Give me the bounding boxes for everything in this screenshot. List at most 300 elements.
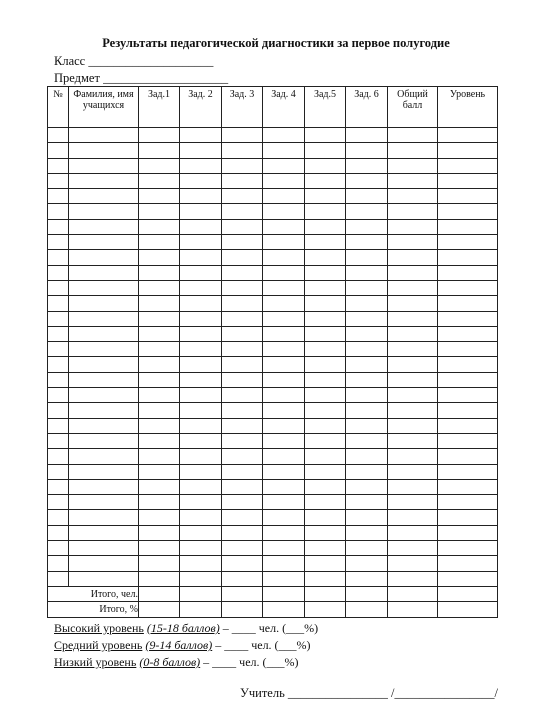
- table-cell[interactable]: [438, 326, 498, 341]
- table-cell[interactable]: [139, 342, 180, 357]
- table-cell[interactable]: [222, 189, 263, 204]
- table-cell[interactable]: [180, 479, 222, 494]
- table-cell[interactable]: [139, 556, 180, 571]
- table-cell[interactable]: [263, 479, 305, 494]
- table-cell[interactable]: [346, 219, 388, 234]
- table-cell[interactable]: [438, 296, 498, 311]
- table-cell[interactable]: [305, 311, 346, 326]
- table-cell[interactable]: [139, 449, 180, 464]
- table-cell[interactable]: [139, 388, 180, 403]
- summary-cell[interactable]: [346, 586, 388, 601]
- table-cell[interactable]: [438, 204, 498, 219]
- table-cell[interactable]: [69, 173, 139, 188]
- table-cell[interactable]: [388, 173, 438, 188]
- table-cell[interactable]: [388, 510, 438, 525]
- table-cell[interactable]: [263, 235, 305, 250]
- table-cell[interactable]: [346, 372, 388, 387]
- table-cell[interactable]: [388, 388, 438, 403]
- summary-cell[interactable]: [388, 602, 438, 617]
- summary-cell[interactable]: [222, 586, 263, 601]
- table-cell[interactable]: [263, 280, 305, 295]
- table-cell[interactable]: [305, 418, 346, 433]
- table-cell[interactable]: [263, 433, 305, 448]
- table-cell[interactable]: [139, 326, 180, 341]
- table-cell[interactable]: [222, 403, 263, 418]
- table-cell[interactable]: [180, 433, 222, 448]
- table-cell[interactable]: [139, 510, 180, 525]
- table-cell[interactable]: [69, 311, 139, 326]
- table-cell[interactable]: [305, 128, 346, 143]
- table-cell[interactable]: [263, 311, 305, 326]
- summary-cell[interactable]: [180, 586, 222, 601]
- table-cell[interactable]: [388, 418, 438, 433]
- table-cell[interactable]: [48, 204, 69, 219]
- table-cell[interactable]: [48, 143, 69, 158]
- table-cell[interactable]: [388, 219, 438, 234]
- table-cell[interactable]: [69, 158, 139, 173]
- table-cell[interactable]: [305, 541, 346, 556]
- table-cell[interactable]: [48, 250, 69, 265]
- summary-cell[interactable]: [139, 586, 180, 601]
- table-cell[interactable]: [438, 403, 498, 418]
- table-cell[interactable]: [263, 388, 305, 403]
- table-cell[interactable]: [222, 556, 263, 571]
- summary-cell[interactable]: [305, 602, 346, 617]
- table-cell[interactable]: [263, 403, 305, 418]
- table-cell[interactable]: [180, 265, 222, 280]
- table-cell[interactable]: [346, 464, 388, 479]
- table-cell[interactable]: [438, 189, 498, 204]
- table-cell[interactable]: [346, 357, 388, 372]
- table-cell[interactable]: [180, 235, 222, 250]
- table-cell[interactable]: [346, 173, 388, 188]
- table-cell[interactable]: [69, 219, 139, 234]
- summary-cell[interactable]: [263, 586, 305, 601]
- table-cell[interactable]: [139, 128, 180, 143]
- table-cell[interactable]: [263, 510, 305, 525]
- table-cell[interactable]: [346, 418, 388, 433]
- table-cell[interactable]: [438, 464, 498, 479]
- table-cell[interactable]: [263, 495, 305, 510]
- table-cell[interactable]: [180, 143, 222, 158]
- table-cell[interactable]: [139, 571, 180, 586]
- table-cell[interactable]: [222, 219, 263, 234]
- table-cell[interactable]: [346, 143, 388, 158]
- table-cell[interactable]: [346, 235, 388, 250]
- table-cell[interactable]: [346, 388, 388, 403]
- table-cell[interactable]: [180, 449, 222, 464]
- table-cell[interactable]: [388, 433, 438, 448]
- table-cell[interactable]: [48, 158, 69, 173]
- table-cell[interactable]: [180, 495, 222, 510]
- table-cell[interactable]: [305, 280, 346, 295]
- table-cell[interactable]: [139, 357, 180, 372]
- table-cell[interactable]: [305, 342, 346, 357]
- table-cell[interactable]: [69, 189, 139, 204]
- table-cell[interactable]: [263, 143, 305, 158]
- table-cell[interactable]: [388, 479, 438, 494]
- table-cell[interactable]: [438, 342, 498, 357]
- table-cell[interactable]: [48, 235, 69, 250]
- table-cell[interactable]: [438, 311, 498, 326]
- table-cell[interactable]: [346, 479, 388, 494]
- table-cell[interactable]: [180, 311, 222, 326]
- table-cell[interactable]: [69, 280, 139, 295]
- table-cell[interactable]: [69, 525, 139, 540]
- table-cell[interactable]: [346, 433, 388, 448]
- table-cell[interactable]: [139, 158, 180, 173]
- table-cell[interactable]: [139, 265, 180, 280]
- table-cell[interactable]: [48, 342, 69, 357]
- table-cell[interactable]: [222, 525, 263, 540]
- table-cell[interactable]: [305, 250, 346, 265]
- summary-cell[interactable]: [346, 602, 388, 617]
- table-cell[interactable]: [222, 495, 263, 510]
- table-cell[interactable]: [346, 525, 388, 540]
- table-cell[interactable]: [139, 418, 180, 433]
- table-cell[interactable]: [69, 464, 139, 479]
- table-cell[interactable]: [263, 296, 305, 311]
- table-cell[interactable]: [139, 143, 180, 158]
- table-cell[interactable]: [438, 433, 498, 448]
- table-cell[interactable]: [438, 173, 498, 188]
- table-cell[interactable]: [139, 541, 180, 556]
- table-cell[interactable]: [48, 418, 69, 433]
- table-cell[interactable]: [388, 357, 438, 372]
- table-cell[interactable]: [305, 495, 346, 510]
- table-cell[interactable]: [180, 280, 222, 295]
- table-cell[interactable]: [48, 357, 69, 372]
- table-cell[interactable]: [69, 495, 139, 510]
- table-cell[interactable]: [263, 128, 305, 143]
- table-cell[interactable]: [48, 173, 69, 188]
- table-cell[interactable]: [180, 173, 222, 188]
- table-cell[interactable]: [222, 158, 263, 173]
- table-cell[interactable]: [69, 372, 139, 387]
- table-cell[interactable]: [180, 128, 222, 143]
- table-cell[interactable]: [180, 510, 222, 525]
- table-cell[interactable]: [69, 433, 139, 448]
- table-cell[interactable]: [346, 189, 388, 204]
- table-cell[interactable]: [263, 265, 305, 280]
- table-cell[interactable]: [388, 143, 438, 158]
- table-cell[interactable]: [346, 128, 388, 143]
- table-cell[interactable]: [388, 525, 438, 540]
- table-cell[interactable]: [263, 219, 305, 234]
- table-cell[interactable]: [69, 541, 139, 556]
- table-cell[interactable]: [222, 388, 263, 403]
- table-cell[interactable]: [438, 250, 498, 265]
- table-cell[interactable]: [222, 418, 263, 433]
- table-cell[interactable]: [180, 158, 222, 173]
- table-cell[interactable]: [305, 449, 346, 464]
- table-cell[interactable]: [388, 189, 438, 204]
- table-cell[interactable]: [180, 296, 222, 311]
- table-cell[interactable]: [438, 388, 498, 403]
- summary-cell[interactable]: [438, 586, 498, 601]
- table-cell[interactable]: [48, 571, 69, 586]
- table-cell[interactable]: [180, 342, 222, 357]
- table-cell[interactable]: [388, 571, 438, 586]
- table-cell[interactable]: [388, 280, 438, 295]
- table-cell[interactable]: [139, 280, 180, 295]
- table-cell[interactable]: [305, 173, 346, 188]
- table-cell[interactable]: [305, 204, 346, 219]
- table-cell[interactable]: [305, 235, 346, 250]
- summary-cell[interactable]: [139, 602, 180, 617]
- table-cell[interactable]: [139, 173, 180, 188]
- table-cell[interactable]: [180, 372, 222, 387]
- table-cell[interactable]: [222, 128, 263, 143]
- table-cell[interactable]: [438, 158, 498, 173]
- table-cell[interactable]: [388, 311, 438, 326]
- table-cell[interactable]: [263, 158, 305, 173]
- table-cell[interactable]: [222, 173, 263, 188]
- summary-cell[interactable]: [388, 586, 438, 601]
- table-cell[interactable]: [305, 158, 346, 173]
- table-cell[interactable]: [222, 433, 263, 448]
- table-cell[interactable]: [48, 525, 69, 540]
- table-cell[interactable]: [139, 250, 180, 265]
- table-cell[interactable]: [222, 510, 263, 525]
- table-cell[interactable]: [48, 433, 69, 448]
- table-cell[interactable]: [139, 525, 180, 540]
- table-cell[interactable]: [69, 128, 139, 143]
- table-cell[interactable]: [388, 296, 438, 311]
- table-cell[interactable]: [388, 326, 438, 341]
- table-cell[interactable]: [388, 372, 438, 387]
- table-cell[interactable]: [438, 372, 498, 387]
- table-cell[interactable]: [346, 326, 388, 341]
- table-cell[interactable]: [222, 280, 263, 295]
- table-cell[interactable]: [305, 296, 346, 311]
- table-cell[interactable]: [180, 250, 222, 265]
- table-cell[interactable]: [346, 296, 388, 311]
- table-cell[interactable]: [263, 189, 305, 204]
- table-cell[interactable]: [69, 418, 139, 433]
- table-cell[interactable]: [139, 433, 180, 448]
- table-cell[interactable]: [222, 342, 263, 357]
- table-cell[interactable]: [263, 541, 305, 556]
- table-cell[interactable]: [305, 143, 346, 158]
- table-cell[interactable]: [346, 571, 388, 586]
- table-cell[interactable]: [139, 372, 180, 387]
- table-cell[interactable]: [139, 495, 180, 510]
- table-cell[interactable]: [69, 342, 139, 357]
- table-cell[interactable]: [222, 296, 263, 311]
- table-cell[interactable]: [69, 556, 139, 571]
- table-cell[interactable]: [263, 372, 305, 387]
- table-cell[interactable]: [48, 495, 69, 510]
- table-cell[interactable]: [48, 189, 69, 204]
- table-cell[interactable]: [69, 357, 139, 372]
- table-cell[interactable]: [263, 525, 305, 540]
- table-cell[interactable]: [222, 479, 263, 494]
- table-cell[interactable]: [48, 311, 69, 326]
- table-cell[interactable]: [48, 128, 69, 143]
- table-cell[interactable]: [180, 525, 222, 540]
- table-cell[interactable]: [139, 204, 180, 219]
- table-cell[interactable]: [69, 571, 139, 586]
- table-cell[interactable]: [438, 357, 498, 372]
- table-cell[interactable]: [438, 219, 498, 234]
- table-cell[interactable]: [139, 235, 180, 250]
- summary-cell[interactable]: [438, 602, 498, 617]
- summary-cell[interactable]: [222, 602, 263, 617]
- table-cell[interactable]: [346, 403, 388, 418]
- summary-cell[interactable]: [180, 602, 222, 617]
- table-cell[interactable]: [305, 265, 346, 280]
- table-cell[interactable]: [48, 388, 69, 403]
- table-cell[interactable]: [388, 403, 438, 418]
- table-cell[interactable]: [346, 541, 388, 556]
- table-cell[interactable]: [69, 235, 139, 250]
- table-cell[interactable]: [346, 311, 388, 326]
- table-cell[interactable]: [438, 418, 498, 433]
- table-cell[interactable]: [346, 510, 388, 525]
- table-cell[interactable]: [69, 510, 139, 525]
- table-cell[interactable]: [222, 143, 263, 158]
- table-cell[interactable]: [222, 571, 263, 586]
- table-cell[interactable]: [388, 495, 438, 510]
- table-cell[interactable]: [48, 219, 69, 234]
- table-cell[interactable]: [222, 311, 263, 326]
- table-cell[interactable]: [48, 556, 69, 571]
- table-cell[interactable]: [69, 479, 139, 494]
- table-cell[interactable]: [305, 525, 346, 540]
- table-cell[interactable]: [438, 280, 498, 295]
- table-cell[interactable]: [69, 265, 139, 280]
- table-cell[interactable]: [305, 388, 346, 403]
- table-cell[interactable]: [180, 418, 222, 433]
- table-cell[interactable]: [346, 158, 388, 173]
- table-cell[interactable]: [139, 219, 180, 234]
- table-cell[interactable]: [438, 541, 498, 556]
- table-cell[interactable]: [305, 326, 346, 341]
- table-cell[interactable]: [263, 556, 305, 571]
- table-cell[interactable]: [438, 479, 498, 494]
- table-cell[interactable]: [139, 479, 180, 494]
- table-cell[interactable]: [180, 326, 222, 341]
- table-cell[interactable]: [388, 449, 438, 464]
- table-cell[interactable]: [305, 189, 346, 204]
- table-cell[interactable]: [263, 173, 305, 188]
- table-cell[interactable]: [139, 189, 180, 204]
- table-cell[interactable]: [48, 372, 69, 387]
- table-cell[interactable]: [263, 464, 305, 479]
- table-cell[interactable]: [438, 449, 498, 464]
- table-cell[interactable]: [388, 128, 438, 143]
- table-cell[interactable]: [222, 372, 263, 387]
- table-cell[interactable]: [222, 357, 263, 372]
- table-cell[interactable]: [222, 541, 263, 556]
- table-cell[interactable]: [222, 449, 263, 464]
- table-cell[interactable]: [305, 571, 346, 586]
- table-cell[interactable]: [263, 418, 305, 433]
- table-cell[interactable]: [346, 280, 388, 295]
- table-cell[interactable]: [222, 464, 263, 479]
- table-cell[interactable]: [180, 219, 222, 234]
- table-cell[interactable]: [180, 204, 222, 219]
- table-cell[interactable]: [139, 464, 180, 479]
- table-cell[interactable]: [346, 495, 388, 510]
- table-cell[interactable]: [346, 204, 388, 219]
- table-cell[interactable]: [263, 571, 305, 586]
- table-cell[interactable]: [139, 311, 180, 326]
- table-cell[interactable]: [69, 143, 139, 158]
- table-cell[interactable]: [388, 204, 438, 219]
- table-cell[interactable]: [139, 403, 180, 418]
- table-cell[interactable]: [388, 158, 438, 173]
- table-cell[interactable]: [69, 296, 139, 311]
- table-cell[interactable]: [438, 510, 498, 525]
- table-cell[interactable]: [48, 464, 69, 479]
- table-cell[interactable]: [48, 541, 69, 556]
- table-cell[interactable]: [69, 250, 139, 265]
- table-cell[interactable]: [222, 204, 263, 219]
- table-cell[interactable]: [438, 495, 498, 510]
- table-cell[interactable]: [180, 556, 222, 571]
- table-cell[interactable]: [69, 388, 139, 403]
- table-cell[interactable]: [263, 326, 305, 341]
- table-cell[interactable]: [438, 235, 498, 250]
- table-cell[interactable]: [305, 219, 346, 234]
- table-cell[interactable]: [438, 143, 498, 158]
- table-cell[interactable]: [69, 204, 139, 219]
- table-cell[interactable]: [180, 403, 222, 418]
- table-cell[interactable]: [180, 357, 222, 372]
- table-cell[interactable]: [222, 235, 263, 250]
- table-cell[interactable]: [263, 342, 305, 357]
- table-cell[interactable]: [346, 265, 388, 280]
- summary-cell[interactable]: [305, 586, 346, 601]
- table-cell[interactable]: [180, 541, 222, 556]
- table-cell[interactable]: [305, 479, 346, 494]
- table-cell[interactable]: [180, 189, 222, 204]
- table-cell[interactable]: [438, 128, 498, 143]
- table-cell[interactable]: [48, 449, 69, 464]
- table-cell[interactable]: [263, 357, 305, 372]
- table-cell[interactable]: [48, 280, 69, 295]
- table-cell[interactable]: [48, 403, 69, 418]
- table-cell[interactable]: [305, 403, 346, 418]
- table-cell[interactable]: [222, 265, 263, 280]
- table-cell[interactable]: [48, 265, 69, 280]
- table-cell[interactable]: [388, 250, 438, 265]
- table-cell[interactable]: [180, 464, 222, 479]
- table-cell[interactable]: [388, 556, 438, 571]
- table-cell[interactable]: [305, 510, 346, 525]
- table-cell[interactable]: [48, 326, 69, 341]
- table-cell[interactable]: [438, 265, 498, 280]
- table-cell[interactable]: [263, 250, 305, 265]
- table-cell[interactable]: [69, 403, 139, 418]
- table-cell[interactable]: [305, 556, 346, 571]
- table-cell[interactable]: [180, 571, 222, 586]
- table-cell[interactable]: [388, 235, 438, 250]
- table-cell[interactable]: [346, 449, 388, 464]
- table-cell[interactable]: [346, 342, 388, 357]
- table-cell[interactable]: [305, 464, 346, 479]
- table-cell[interactable]: [305, 372, 346, 387]
- table-cell[interactable]: [263, 449, 305, 464]
- table-cell[interactable]: [263, 204, 305, 219]
- table-cell[interactable]: [48, 296, 69, 311]
- table-cell[interactable]: [139, 296, 180, 311]
- table-cell[interactable]: [438, 556, 498, 571]
- table-cell[interactable]: [388, 265, 438, 280]
- table-cell[interactable]: [388, 464, 438, 479]
